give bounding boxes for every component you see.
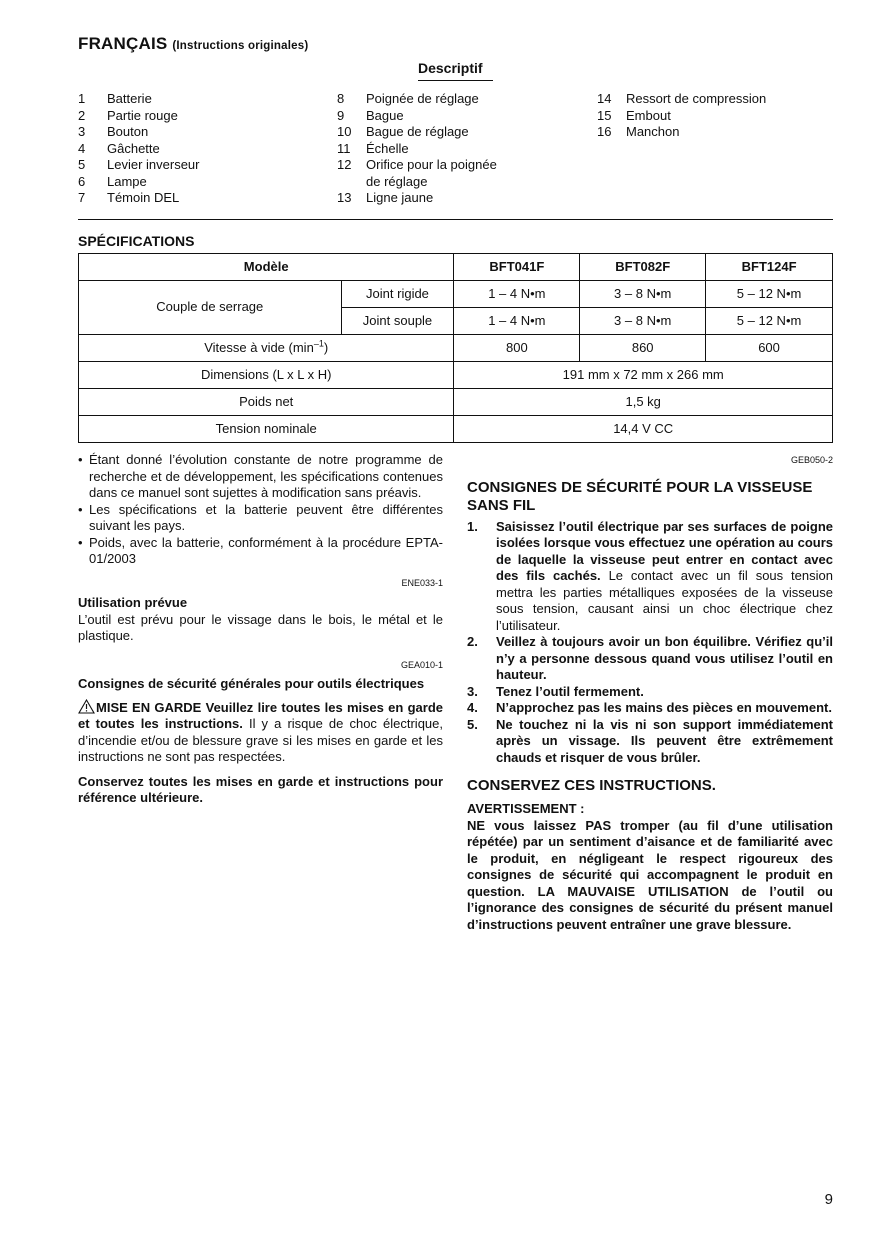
- item-bold: Tenez l’outil fermement.: [496, 683, 644, 699]
- item-label: Lampe: [107, 173, 147, 189]
- list-item: [467, 717, 833, 767]
- cordless-safety-title: CONSIGNES DE SÉCURITÉ POUR LA VISSEUSE SANS FIL: [467, 478, 813, 514]
- item-number: 3: [78, 124, 86, 139]
- table-cell: 3 – 8 N•m: [580, 281, 706, 308]
- warning-text: Il y a risque de choc électrique, d’incendie et/ou de blessure grave si les mises en garde et les instructions ne sont pas respectées.: [78, 716, 443, 764]
- intended-use-text: L’outil est prévu pour le vissage dans le bois, le métal et le plastique.: [78, 611, 443, 643]
- warning-bold: MISE EN GARDE Veuillez lire toutes les mises en garde et toutes les instructions.: [78, 699, 443, 731]
- list-item: [467, 634, 833, 684]
- descriptif-title: Descriptif: [418, 60, 483, 76]
- item-label: Ressort de compression: [626, 91, 767, 106]
- item-label: Orifice pour la poignée: [366, 157, 497, 172]
- descriptif-item: [337, 108, 497, 125]
- item-label: Partie rouge: [107, 107, 178, 123]
- warning-triangle-icon: [78, 699, 95, 714]
- table-cell: 860: [580, 335, 706, 362]
- right-column: [467, 452, 833, 933]
- bullet-icon: •: [78, 501, 83, 517]
- item-number: 6: [78, 173, 86, 189]
- speed-label: [79, 335, 454, 362]
- item-number: 14: [597, 91, 612, 106]
- reference-code: ENE033-1: [401, 577, 443, 588]
- item-number: 2.: [467, 634, 478, 649]
- speed-label-close: ): [323, 339, 329, 355]
- table-cell: 3 – 8 N•m: [580, 308, 706, 335]
- descriptif-item: [78, 157, 200, 174]
- table-row: [79, 389, 833, 416]
- dimensions-label: Dimensions (L x L x H): [79, 362, 454, 389]
- warning-label: AVERTISSEMENT :: [467, 801, 585, 816]
- item-number: 1: [78, 91, 86, 106]
- item-number: 8: [337, 91, 345, 106]
- item-bold: Ne touchez ni la vis ni son support immédiatement après un vissage. Ils peuvent être extrêmement chauds et risquer de vous brûler.: [496, 716, 833, 765]
- model-header: Modèle: [79, 254, 454, 281]
- item-bold: N’approchez pas les mains des pièces en mouvement.: [496, 700, 832, 715]
- speed-label-exponent: –1: [313, 338, 324, 349]
- page-number: 9: [824, 1191, 833, 1208]
- list-item: [78, 535, 443, 568]
- specifications-title: SPÉCIFICATIONS: [78, 233, 195, 249]
- descriptif-item: [337, 141, 497, 158]
- item-number: 4.: [467, 700, 478, 715]
- table-cell: 14,4 V CC: [454, 416, 833, 443]
- language-heading: [78, 36, 308, 55]
- descriptif-item: [337, 91, 497, 108]
- item-number: 13: [337, 190, 352, 205]
- descriptif-underline: [418, 80, 493, 81]
- descriptif-column-2: [337, 91, 497, 207]
- item-text: [496, 519, 833, 635]
- item-number: 9: [337, 107, 345, 123]
- table-row: [79, 362, 833, 389]
- left-column: [78, 452, 443, 807]
- specifications-table: [78, 253, 833, 443]
- keep-warnings-text: Conservez toutes les mises en garde et instructions pour référence ultérieure.: [78, 773, 443, 805]
- descriptif-item: [337, 124, 497, 141]
- table-cell: 800: [454, 335, 580, 362]
- item-number: 4: [78, 140, 86, 156]
- bullet-text: Les spécifications et la batterie peuvent être différentes suivant les pays.: [89, 501, 443, 533]
- table-row: [79, 281, 833, 308]
- safety-list: [467, 519, 833, 767]
- descriptif-item: [337, 174, 497, 191]
- descriptif-column-1: [78, 91, 200, 207]
- soft-joint-label: Joint souple: [341, 308, 454, 335]
- descriptif-item: [78, 174, 200, 191]
- item-number: 5: [78, 157, 86, 172]
- section-divider: [78, 219, 833, 220]
- table-cell: 1 – 4 N•m: [454, 308, 580, 335]
- item-number: 5.: [467, 716, 478, 732]
- table-row: [79, 335, 833, 362]
- item-label: Bague: [366, 107, 404, 123]
- voltage-label: Tension nominale: [79, 416, 454, 443]
- item-number: 15: [597, 107, 612, 123]
- item-label: Gâchette: [107, 140, 160, 156]
- table-cell: 600: [706, 335, 833, 362]
- item-label: Batterie: [107, 91, 152, 106]
- table-cell: 5 – 12 N•m: [706, 308, 833, 335]
- item-label: Levier inverseur: [107, 157, 200, 172]
- item-number: 12: [337, 157, 352, 172]
- descriptif-item: [78, 190, 200, 207]
- bullet-icon: •: [78, 452, 83, 467]
- reference-code: GEB050-2: [790, 455, 833, 465]
- table-cell: 1 – 4 N•m: [454, 281, 580, 308]
- item-number: 3.: [467, 683, 478, 699]
- intended-use-title: Utilisation prévue: [78, 595, 188, 610]
- descriptif-item: [337, 190, 497, 207]
- item-number: [337, 174, 366, 191]
- speed-label-text: Vitesse à vide (min: [204, 339, 314, 355]
- list-item: [467, 684, 833, 701]
- keep-instructions-title: CONSERVEZ CES INSTRUCTIONS.: [467, 777, 716, 794]
- table-cell: 191 mm x 72 mm x 266 mm: [454, 362, 833, 389]
- descriptif-item: [78, 141, 200, 158]
- torque-label: Couple de serrage: [79, 281, 342, 335]
- descriptif-item: [337, 157, 497, 174]
- list-item: [78, 502, 443, 535]
- item-bold: Veillez à toujours avoir un bon équilibre. Vérifiez qu’il n’y a personne dessous quand vous utilisez l’outil en hauteur.: [496, 634, 833, 682]
- item-label: de réglage: [366, 173, 428, 189]
- rigid-joint-label: Joint rigide: [341, 281, 454, 308]
- model-bft082f: BFT082F: [580, 254, 706, 281]
- descriptif-item: [597, 124, 766, 141]
- item-bold: Saisissez l’outil électrique par ses surfaces de poigne isolées lorsque vous effectuez une opération au cours de laquelle la visseuse peut entrer en contact avec des fils cachés.: [496, 518, 833, 583]
- item-label: Ligne jaune: [366, 190, 434, 205]
- language-subtitle: (Instructions originales): [172, 40, 309, 52]
- descriptif-item: [597, 91, 766, 108]
- descriptif-item: [78, 91, 200, 108]
- language-title: FRANÇAIS: [78, 34, 168, 53]
- bullet-text: Poids, avec la batterie, conformément à la procédure EPTA-01/2003: [89, 534, 443, 566]
- item-plain: Le contact avec un fil sous tension mettra les parties métalliques exposées de la visseuse sous tension, causant ainsi un choc électrique chez l’utilisateur.: [496, 568, 833, 633]
- weight-label: Poids net: [79, 389, 454, 416]
- item-number: 7: [78, 190, 86, 205]
- warning-paragraph: [78, 699, 443, 766]
- item-number: 1.: [467, 518, 478, 534]
- model-bft041f: BFT041F: [454, 254, 580, 281]
- table-cell: 5 – 12 N•m: [706, 281, 833, 308]
- descriptif-item: [78, 124, 200, 141]
- reference-code: GEA010-1: [400, 659, 443, 670]
- item-number: 2: [78, 107, 86, 123]
- table-row: [79, 254, 833, 281]
- item-label: Échelle: [366, 140, 409, 156]
- item-number: 10: [337, 124, 352, 139]
- descriptif-item: [597, 108, 766, 125]
- item-label: Manchon: [626, 124, 680, 139]
- item-label: Bague de réglage: [366, 124, 469, 139]
- item-label: Bouton: [107, 124, 149, 139]
- general-safety-title: Consignes de sécurité générales pour outils électriques: [78, 676, 425, 691]
- item-number: 16: [597, 124, 612, 139]
- descriptif-column-3: [597, 91, 766, 141]
- item-number: 11: [337, 140, 351, 156]
- item-label: Témoin DEL: [107, 190, 180, 205]
- warning-body: NE vous laissez PAS tromper (au fil d’une utilisation répétée) par un sentiment d’aisance et de familiarité avec le produit, en négligeant le respect rigoureux des consignes de sécurité qui accompagnent le produit en question. LA MAUVAISE UTILISATION de l’outil ou l’ignorance des consignes de sécurité du présent manuel d’instructions peuvent entraîner une grave blessure.: [467, 817, 833, 932]
- item-label: Embout: [626, 107, 671, 123]
- model-bft124f: BFT124F: [706, 254, 833, 281]
- table-cell: 1,5 kg: [454, 389, 833, 416]
- list-item: [467, 700, 833, 717]
- bullet-text: Étant donné l’évolution constante de notre programme de recherche et de développement, les spécifications contenues dans ce manuel sont sujettes à modification sans préavis.: [89, 452, 443, 500]
- list-item: [467, 519, 833, 635]
- list-item: [78, 452, 443, 502]
- descriptif-item: [78, 108, 200, 125]
- table-row: [79, 416, 833, 443]
- bullet-icon: •: [78, 534, 83, 550]
- item-label: Poignée de réglage: [366, 91, 479, 106]
